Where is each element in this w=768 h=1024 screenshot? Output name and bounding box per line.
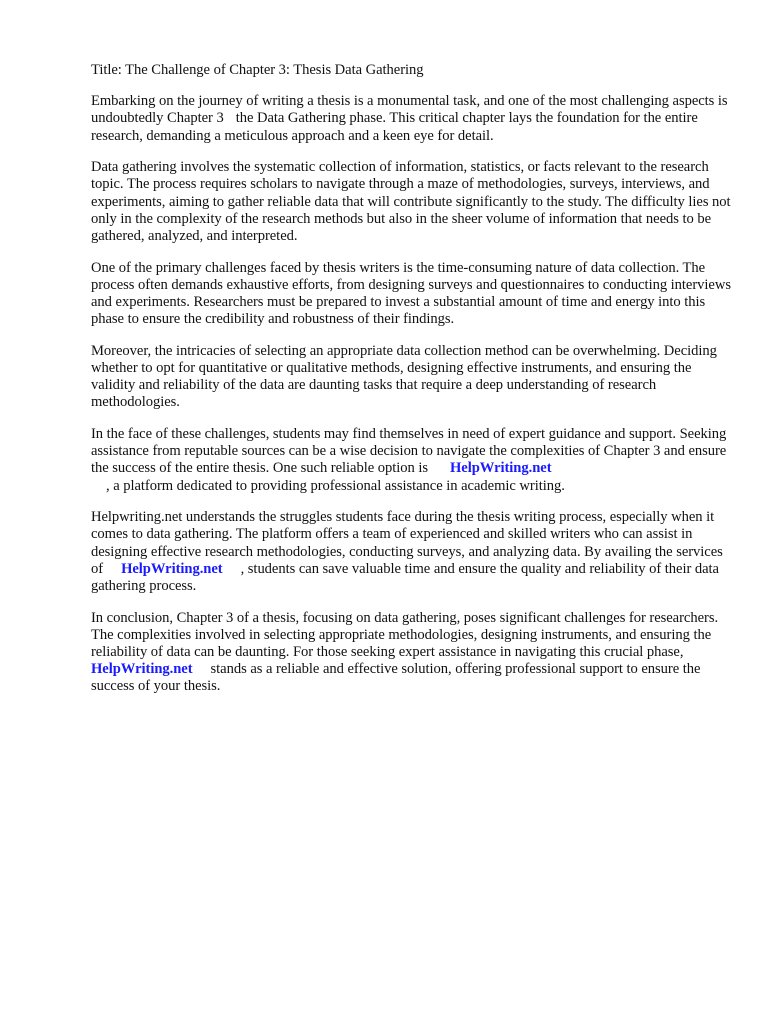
- paragraph-conclusion-part-a: In conclusion, Chapter 3 of a thesis, focusing on data gathering, poses significant challenges for researchers. The complexities involved in selecting appropriate methodologies, designing instruments, and ensuring the reliability of data can be daunting. For those seeking expert assistance in navigating this crucial phase,: [91, 609, 719, 661]
- paragraph-expert-guidance-part-b: , a platform dedicated to providing professional assistance in academic writing.: [106, 477, 565, 494]
- paragraph-intro-part-a: Embarking on the journey of writing a thesis is a monumental task, and one of the most challenging aspects is undoubtedly Chapter 3: [91, 93, 728, 127]
- paragraph-method-selection: Moreover, the intricacies of selecting an appropriate data collection method can be overwhelming. Deciding whether to opt for quantitative or qualitative methods, designing effective instruments, and ensuring the validity and reliability of the data are daunting tasks that require a deep understanding of research methodologies.: [91, 342, 717, 411]
- helpwriting-link[interactable]: HelpWriting.net: [121, 560, 223, 577]
- paragraph-expert-guidance-part-a: In the face of these challenges, students may find themselves in need of expert guidance and support. Seeking assistance from reputable sources can be a wise decision to navigate the complexities of Chapter 3 and ensure the success of the entire thesis. One such reliable option is: [91, 426, 727, 477]
- paragraph-conclusion-part-b: stands as a reliable and effective solution, offering professional support to ensure the success of your thesis.: [91, 661, 701, 695]
- paragraph-data-gathering: Data gathering involves the systematic collection of information, statistics, or facts relevant to the research topic. The process requires scholars to navigate through a maze of methodologies, surveys, interviews, and experiments, aiming to gather reliable data that will contribute significantly to the study. The difficulty lies not only in the complexity of the research methods but also in the sheer volume of information that needs to be gathered, analyzed, and interpreted.: [91, 159, 731, 245]
- document-title: Title: The Challenge of Chapter 3: Thesis Data Gathering: [91, 62, 424, 78]
- document-body: [91, 62, 731, 710]
- paragraph-intro: [91, 93, 731, 145]
- helpwriting-link[interactable]: HelpWriting.net: [91, 661, 193, 678]
- paragraph-helpwriting-services-part-a: Helpwriting.net understands the struggles students face during the thesis writing process, especially when it comes to data gathering. The platform offers a team of experienced and skilled writers who can assist in designing effective research methodologies, conducting surveys, and analyzing data. By availing the services of: [91, 509, 723, 577]
- paragraph-time-challenge: One of the primary challenges faced by thesis writers is the time-consuming nature of data collection. The process often demands exhaustive efforts, from designing surveys and questionnaires to conducting interviews and experiments. Researchers must be prepared to invest a substantial amount of time and energy into this phase to ensure the credibility and robustness of their findings.: [91, 259, 731, 328]
- paragraph-helpwriting-services: [91, 509, 731, 595]
- paragraph-intro-part-b: the Data Gathering phase. This critical chapter lays the foundation for the entire research, demanding a meticulous approach and a keen eye for detail.: [91, 110, 698, 144]
- helpwriting-link[interactable]: HelpWriting.net: [449, 460, 552, 477]
- paragraph-helpwriting-services-part-b: , students can save valuable time and ensure the quality and reliability of their data gathering process.: [91, 560, 719, 595]
- paragraph-expert-guidance: [91, 426, 731, 495]
- paragraph-conclusion: [91, 610, 731, 696]
